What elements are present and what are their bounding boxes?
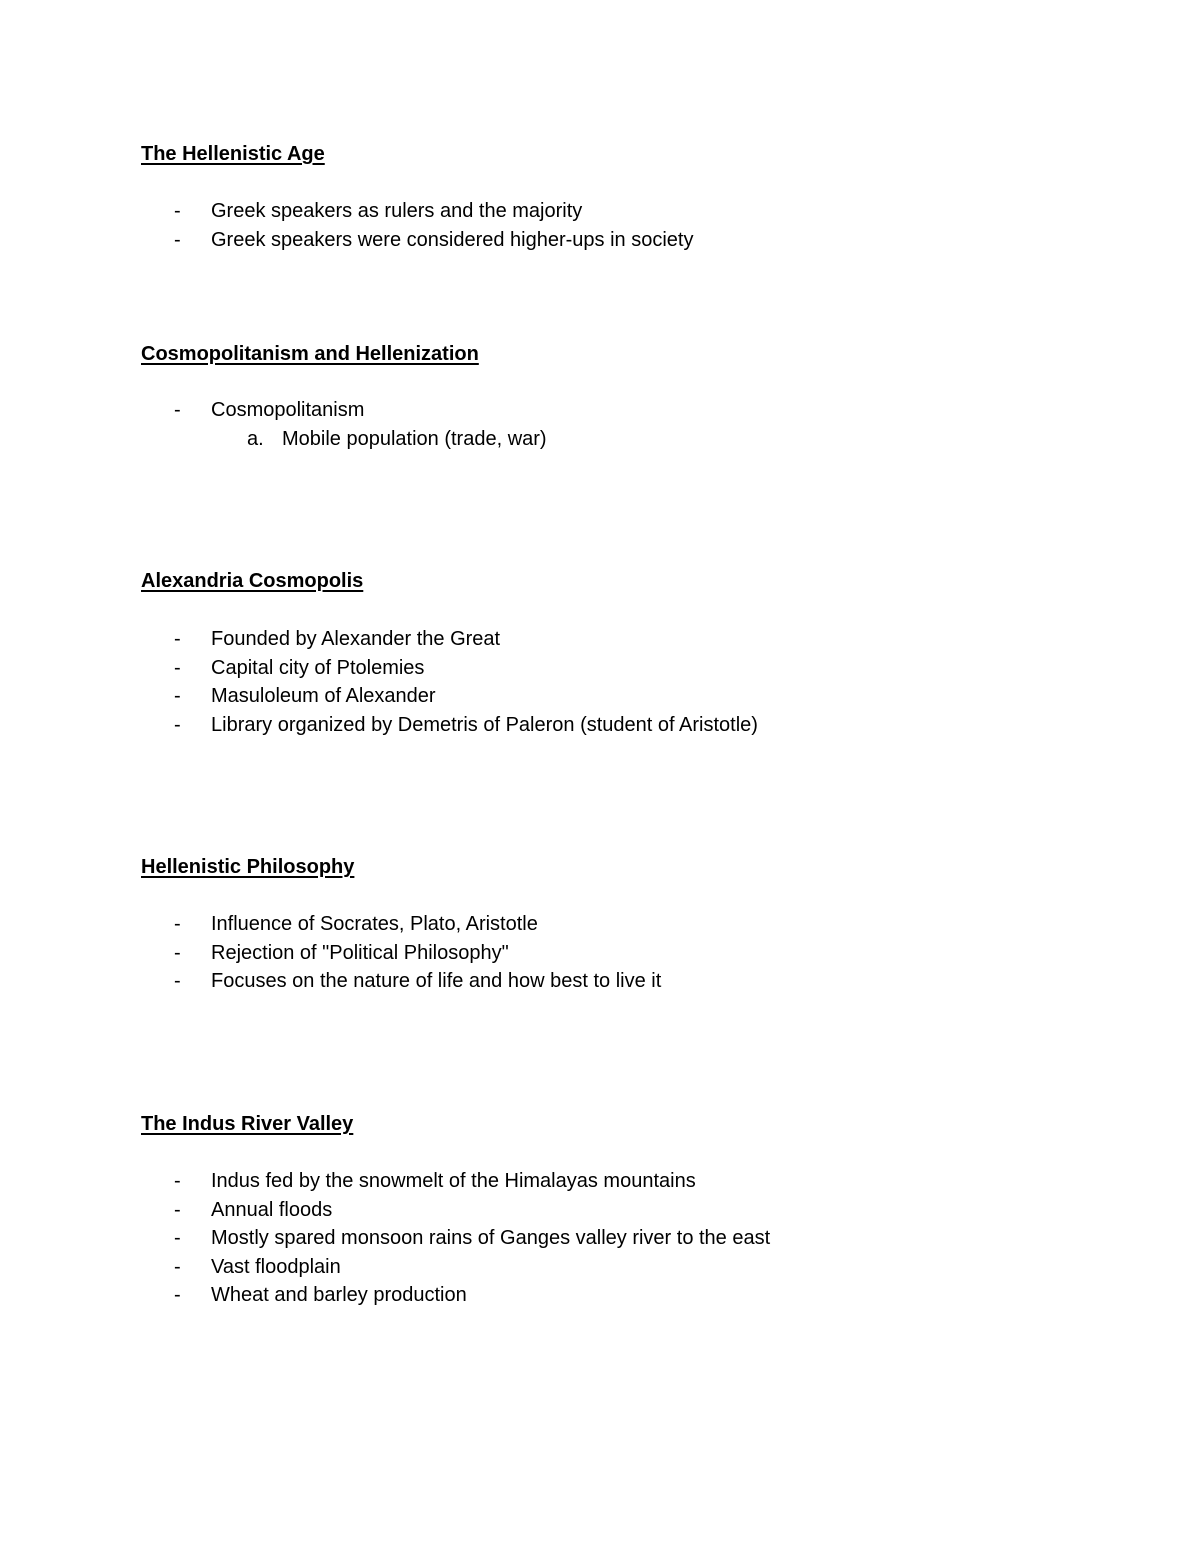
section-heading-alexandria: Alexandria Cosmopolis	[141, 570, 364, 592]
dash-bullet-icon: -	[174, 399, 181, 421]
list-item-text: Founded by Alexander the Great	[211, 628, 501, 650]
dash-bullet-icon: -	[174, 1170, 181, 1192]
dash-bullet-icon: -	[174, 228, 181, 251]
dash-bullet-icon: -	[174, 200, 181, 222]
sub-list-item-text: Mobile population (trade, war)	[282, 427, 547, 450]
list-item-text: Indus fed by the snowmelt of the Himalayas mountains	[211, 1170, 696, 1192]
section-heading-cosmopolitanism: Cosmopolitanism and Hellenization	[141, 343, 479, 365]
list-item-text: Capital city of Ptolemies	[211, 656, 425, 679]
list-item-text: Rejection of "Political Philosophy"	[211, 941, 509, 964]
dash-bullet-icon: -	[174, 941, 181, 964]
list-item-text: Library organized by Demetris of Paleron (student of Aristotle)	[211, 713, 758, 736]
list-item-text: Influence of Socrates, Plato, Aristotle	[211, 913, 538, 935]
list-item-text: Greek speakers were considered higher-ups in society	[211, 228, 694, 251]
list-item-text: Annual floods	[211, 1198, 333, 1221]
section-heading-indus-river-valley: The Indus River Valley	[141, 1113, 354, 1135]
list-item-text: Cosmopolitanism	[211, 399, 365, 421]
dash-bullet-icon: -	[174, 1227, 181, 1249]
section-heading-hellenistic-age: The Hellenistic Age	[141, 143, 325, 165]
dash-bullet-icon: -	[174, 685, 181, 707]
list-item-text: Vast floodplain	[211, 1255, 341, 1278]
list-item-text: Wheat and barley production	[211, 1284, 467, 1306]
sub-list-marker: a.	[247, 427, 264, 450]
dash-bullet-icon: -	[174, 656, 181, 679]
dash-bullet-icon: -	[174, 1284, 181, 1306]
dash-bullet-icon: -	[174, 970, 181, 992]
dash-bullet-icon: -	[174, 713, 181, 736]
dash-bullet-icon: -	[174, 1198, 181, 1221]
list-item-text: Greek speakers as rulers and the majority	[211, 200, 583, 222]
list-item-text: Focuses on the nature of life and how best to live it	[211, 970, 662, 992]
list-item-text: Mostly spared monsoon rains of Ganges valley river to the east	[211, 1227, 771, 1249]
dash-bullet-icon: -	[174, 913, 181, 935]
section-heading-hellenistic-philosophy: Hellenistic Philosophy	[141, 856, 355, 878]
dash-bullet-icon: -	[174, 1255, 181, 1278]
dash-bullet-icon: -	[174, 628, 181, 650]
list-item-text: Masuloleum of Alexander	[211, 685, 436, 707]
